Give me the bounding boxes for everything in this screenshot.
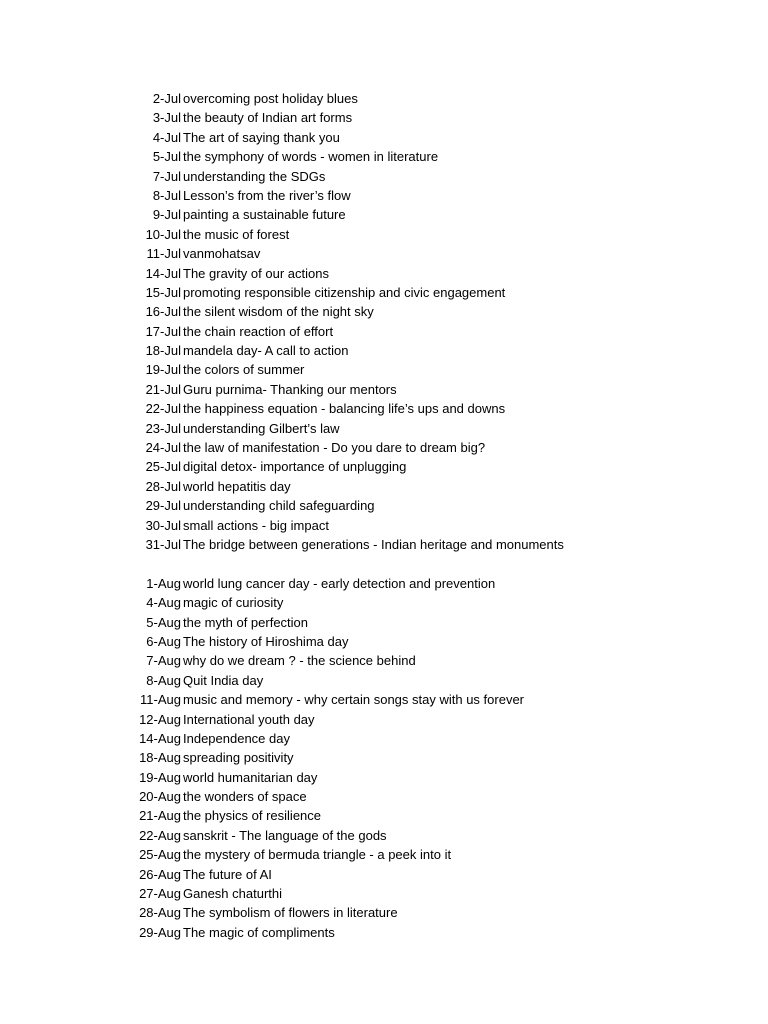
schedule-date: 17-Jul	[145, 323, 181, 339]
schedule-row	[0, 167, 768, 186]
schedule-topic: the chain reaction of effort	[183, 323, 334, 339]
schedule-topic: The history of Hiroshima day	[183, 633, 349, 649]
schedule-topic: The magic of compliments	[183, 924, 335, 940]
schedule-date: 22-Jul	[145, 401, 181, 417]
schedule-topic: understanding the SDGs	[183, 168, 326, 184]
schedule-row	[0, 264, 768, 283]
schedule-topic: the colors of summer	[183, 362, 305, 378]
schedule-topic: understanding child safeguarding	[183, 498, 375, 514]
july-schedule	[0, 89, 768, 554]
schedule-row	[0, 729, 768, 748]
schedule-topic: painting a sustainable future	[183, 207, 346, 223]
schedule-date: 24-Jul	[145, 440, 181, 456]
schedule-topic: the physics of resilience	[183, 808, 322, 824]
schedule-date: 2-Jul	[152, 91, 181, 106]
schedule-date: 15-Jul	[145, 284, 181, 300]
schedule-topic: digital detox- importance of unplugging	[183, 459, 407, 475]
schedule-topic: the myth of perfection	[183, 614, 309, 630]
schedule-date: 8-Aug	[146, 672, 181, 688]
schedule-date: 16-Jul	[145, 304, 181, 320]
schedule-date: 28-Jul	[145, 478, 181, 494]
schedule-row	[0, 903, 768, 922]
schedule-date: 25-Jul	[145, 459, 181, 475]
schedule-row	[0, 496, 768, 515]
schedule-topic: small actions - big impact	[183, 517, 329, 533]
schedule-topic: music and memory - why certain songs stay with us forever	[183, 692, 525, 708]
schedule-date: 14-Jul	[145, 265, 181, 281]
schedule-topic: the wonders of space	[183, 789, 307, 805]
schedule-topic: The future of AI	[183, 866, 272, 882]
schedule-date: 4-Jul	[152, 129, 181, 145]
schedule-date: 9-Jul	[152, 207, 181, 223]
schedule-topic: world humanitarian day	[183, 769, 318, 785]
schedule-topic: The symbolism of flowers in literature	[183, 905, 398, 921]
schedule-topic: mandela day- A call to action	[183, 343, 349, 359]
schedule-row	[0, 826, 768, 845]
schedule-row	[0, 89, 768, 108]
schedule-date: 28-Aug	[139, 905, 181, 921]
schedule-row	[0, 419, 768, 438]
schedule-row	[0, 147, 768, 166]
schedule-date: 21-Aug	[139, 808, 181, 824]
schedule-row	[0, 322, 768, 341]
schedule-topic: the mystery of bermuda triangle - a peek into it	[183, 847, 452, 863]
schedule-date: 7-Aug	[146, 653, 181, 669]
schedule-row	[0, 457, 768, 476]
schedule-topic: vanmohatsav	[183, 246, 261, 262]
schedule-row	[0, 574, 768, 593]
schedule-topic: promoting responsible citizenship and civic engagement	[183, 284, 506, 300]
schedule-date: 25-Aug	[139, 847, 181, 863]
schedule-row	[0, 302, 768, 321]
august-schedule	[0, 574, 768, 942]
schedule-topic: The art of saying thank you	[183, 129, 340, 145]
schedule-date: 29-Aug	[139, 924, 181, 940]
schedule-date: 18-Aug	[139, 750, 181, 766]
schedule-topic: the symphony of words - women in literature	[183, 149, 439, 165]
schedule-date: 11-Jul	[146, 246, 181, 262]
schedule-topic: the law of manifestation - Do you dare to dream big?	[183, 440, 486, 456]
schedule-row	[0, 516, 768, 535]
schedule-row	[0, 399, 768, 418]
schedule-row	[0, 613, 768, 632]
schedule-row	[0, 923, 768, 942]
schedule-date: 31-Jul	[145, 536, 181, 552]
schedule-row	[0, 710, 768, 729]
schedule-row	[0, 884, 768, 903]
schedule-date: 4-Aug	[146, 595, 181, 611]
schedule-row	[0, 438, 768, 457]
schedule-date: 23-Jul	[145, 420, 181, 436]
schedule-row	[0, 244, 768, 263]
schedule-date: 26-Aug	[139, 866, 181, 882]
schedule-date: 12-Aug	[139, 711, 181, 727]
schedule-topic: The gravity of our actions	[183, 265, 329, 281]
schedule-date: 5-Jul	[152, 149, 181, 165]
schedule-topic: why do we dream ? - the science behind	[183, 653, 416, 669]
schedule-topic: the silent wisdom of the night sky	[183, 304, 374, 320]
schedule-row	[0, 865, 768, 884]
schedule-topic: Quit India day	[183, 672, 264, 688]
schedule-date: 22-Aug	[139, 827, 181, 843]
schedule-date: 5-Aug	[146, 614, 181, 630]
schedule-row	[0, 128, 768, 147]
schedule-date: 3-Jul	[152, 110, 181, 126]
schedule-topic: Ganesh chaturthi	[183, 886, 283, 902]
schedule-row	[0, 341, 768, 360]
schedule-row	[0, 535, 768, 554]
schedule-topic: magic of curiosity	[183, 595, 284, 611]
schedule-row	[0, 225, 768, 244]
schedule-date: 6-Aug	[146, 633, 181, 649]
schedule-topic: overcoming post holiday blues	[183, 91, 358, 106]
schedule-date: 10-Jul	[145, 226, 181, 242]
schedule-topic: Independence day	[183, 730, 290, 746]
schedule-row	[0, 477, 768, 496]
schedule-date: 27-Aug	[139, 886, 181, 902]
schedule-row	[0, 787, 768, 806]
schedule-topic: the beauty of Indian art forms	[183, 110, 353, 126]
schedule-row	[0, 671, 768, 690]
schedule-row	[0, 360, 768, 379]
schedule-row	[0, 186, 768, 205]
schedule-row	[0, 205, 768, 224]
schedule-date: 19-Jul	[145, 362, 181, 378]
document-page	[0, 89, 768, 942]
schedule-topic: the happiness equation - balancing life’s ups and downs	[183, 401, 506, 417]
schedule-topic: Guru purnima- Thanking our mentors	[183, 381, 397, 397]
schedule-topic: Lesson’s from the river’s flow	[183, 187, 351, 203]
schedule-row	[0, 768, 768, 787]
schedule-row	[0, 690, 768, 709]
schedule-row	[0, 748, 768, 767]
schedule-row	[0, 845, 768, 864]
schedule-topic: sanskrit - The language of the gods	[183, 827, 387, 843]
schedule-date: 11-Aug	[140, 692, 181, 708]
schedule-date: 19-Aug	[139, 769, 181, 785]
schedule-row	[0, 380, 768, 399]
schedule-row	[0, 283, 768, 302]
schedule-date: 8-Jul	[152, 187, 181, 203]
schedule-date: 21-Jul	[145, 381, 181, 397]
schedule-date: 18-Jul	[145, 343, 181, 359]
schedule-topic: the music of forest	[183, 226, 290, 242]
schedule-topic: understanding Gilbert’s law	[183, 420, 340, 436]
schedule-row	[0, 108, 768, 127]
schedule-topic: spreading positivity	[183, 750, 294, 766]
schedule-row	[0, 593, 768, 612]
schedule-topic: world hepatitis day	[183, 478, 291, 494]
schedule-topic: world lung cancer day - early detection and prevention	[183, 575, 496, 591]
schedule-date: 1-Aug	[146, 575, 181, 591]
schedule-date: 20-Aug	[139, 789, 181, 805]
schedule-topic: The bridge between generations - Indian heritage and monuments	[183, 536, 564, 552]
schedule-row	[0, 806, 768, 825]
schedule-date: 29-Jul	[145, 498, 181, 514]
schedule-row	[0, 651, 768, 670]
schedule-topic: International youth day	[183, 711, 315, 727]
schedule-row	[0, 632, 768, 651]
schedule-date: 7-Jul	[152, 168, 181, 184]
schedule-date: 14-Aug	[139, 730, 181, 746]
schedule-date: 30-Jul	[145, 517, 181, 533]
